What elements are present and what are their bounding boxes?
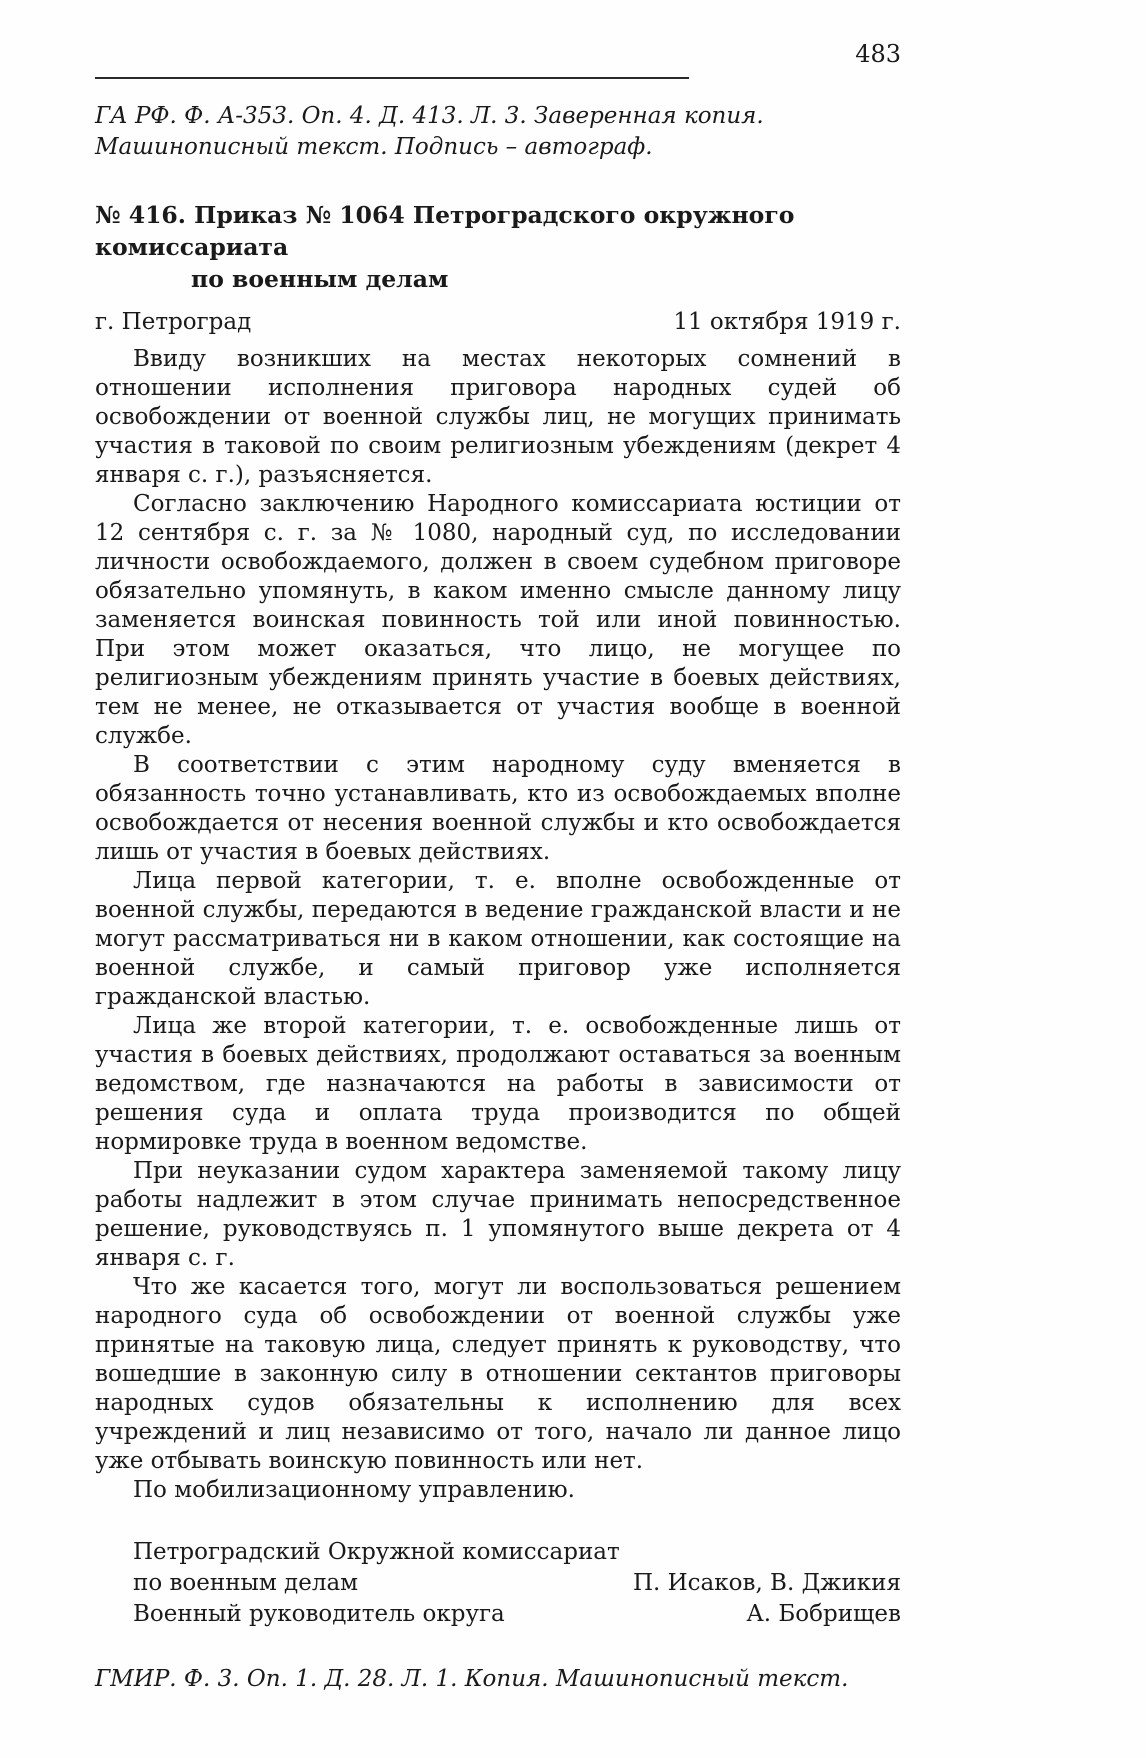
body-paragraph: Лица первой категории, т. е. вполне освобожденные от военной службы, передаются в ведение гражданской власти и не могут рассматриваться ни в каком отношении, как состоящие на военной службе, и самый приговор уже исполняется гражданской властью.: [95, 868, 901, 1010]
page-number: 483: [855, 40, 901, 68]
archival-reference-top-line1: ГА РФ. Ф. А-353. Оп. 4. Д. 413. Л. 3. Заверенная копия.: [95, 103, 764, 129]
signature-row: [133, 1568, 901, 1599]
archival-reference-top-line2: Машинописный текст. Подпись – автограф.: [95, 134, 653, 160]
page-content: [95, 40, 901, 1695]
body-paragraph: Лица же второй категории, т. е. освобожденные лишь от участия в боевых действиях, продолжают оставаться за военным ведомством, где назначаются на работы в зависимости от решения суда и оплата труда производится по общей нормировке труда в военном ведомстве.: [95, 1013, 901, 1155]
dateline-date: 11 октября 1919 г.: [673, 309, 901, 335]
document-body: [95, 345, 901, 1505]
body-paragraph: При неуказании судом характера заменяемой такому лицу работы надлежит в этом случае принимать непосредственное решение, руководствуясь п. 1 упомянутого выше декрета от 4 января с. г.: [95, 1158, 901, 1271]
signature-row: [133, 1537, 901, 1568]
signature-right: А. Бобрищев: [746, 1601, 901, 1627]
dateline-place: г. Петроград: [95, 309, 252, 335]
signature-right: П. Исаков, В. Джикия: [632, 1570, 901, 1596]
signature-left: по военным делам: [133, 1570, 359, 1596]
archival-reference-bottom: ГМИР. Ф. 3. Оп. 1. Д. 28. Л. 1. Копия. Машинописный текст.: [95, 1666, 849, 1692]
body-paragraph: Ввиду возникших на местах некоторых сомнений в отношении исполнения приговора народных судей об освобождении от военной службы лиц, не могущих принимать участия в таковой по своим религиозным убеждениям (декрет 4 января с. г.), разъясняется.: [95, 346, 901, 488]
archival-reference-top: [95, 101, 901, 163]
header-rule: [95, 77, 689, 79]
body-paragraph: В соответствии с этим народному суду вменяется в обязанность точно устанавливать, кто из освобождаемых вполне освобождается от несения военной службы и кто освобождается лишь от участия в боевых действиях.: [95, 752, 901, 865]
body-paragraph: Что же касается того, могут ли воспользоваться решением народного суда об освобождении от военной службы уже принятые на таковую лица, следует принять к руководству, что вошедшие в законную силу в отношении сектантов приговоры народных судов обязательны к исполнению для всех учреждений и лиц независимо от того, начало ли данное лицо уже отбывать воинскую повинность или нет.: [95, 1274, 901, 1474]
signature-block: [95, 1537, 901, 1630]
document-heading: [95, 199, 901, 295]
signature-left: Военный руководитель округа: [133, 1601, 505, 1627]
dateline: [95, 307, 901, 337]
body-paragraph: Согласно заключению Народного комиссариата юстиции от 12 сентября с. г. за № 1080, народный суд, по исследовании личности освобождаемого, должен в своем судебном приговоре обязательно упомянуть, в каком именно смысле данному лицу заменяется воинская повинность той или иной повинностью. При этом может оказаться, что лицо, не могущее по религиозным убеждениям принять участие в боевых действиях, тем не менее, не отказывается от участия вообще в военной службе.: [95, 491, 901, 749]
signature-left: Петроградский Окружной комиссариат: [133, 1539, 620, 1565]
signature-row: [133, 1599, 901, 1630]
document-heading-line2: по военным делам: [191, 265, 449, 293]
document-heading-line1: № 416. Приказ № 1064 Петроградского окружного комиссариата: [95, 201, 795, 261]
body-paragraph: По мобилизационному управлению.: [133, 1477, 575, 1503]
